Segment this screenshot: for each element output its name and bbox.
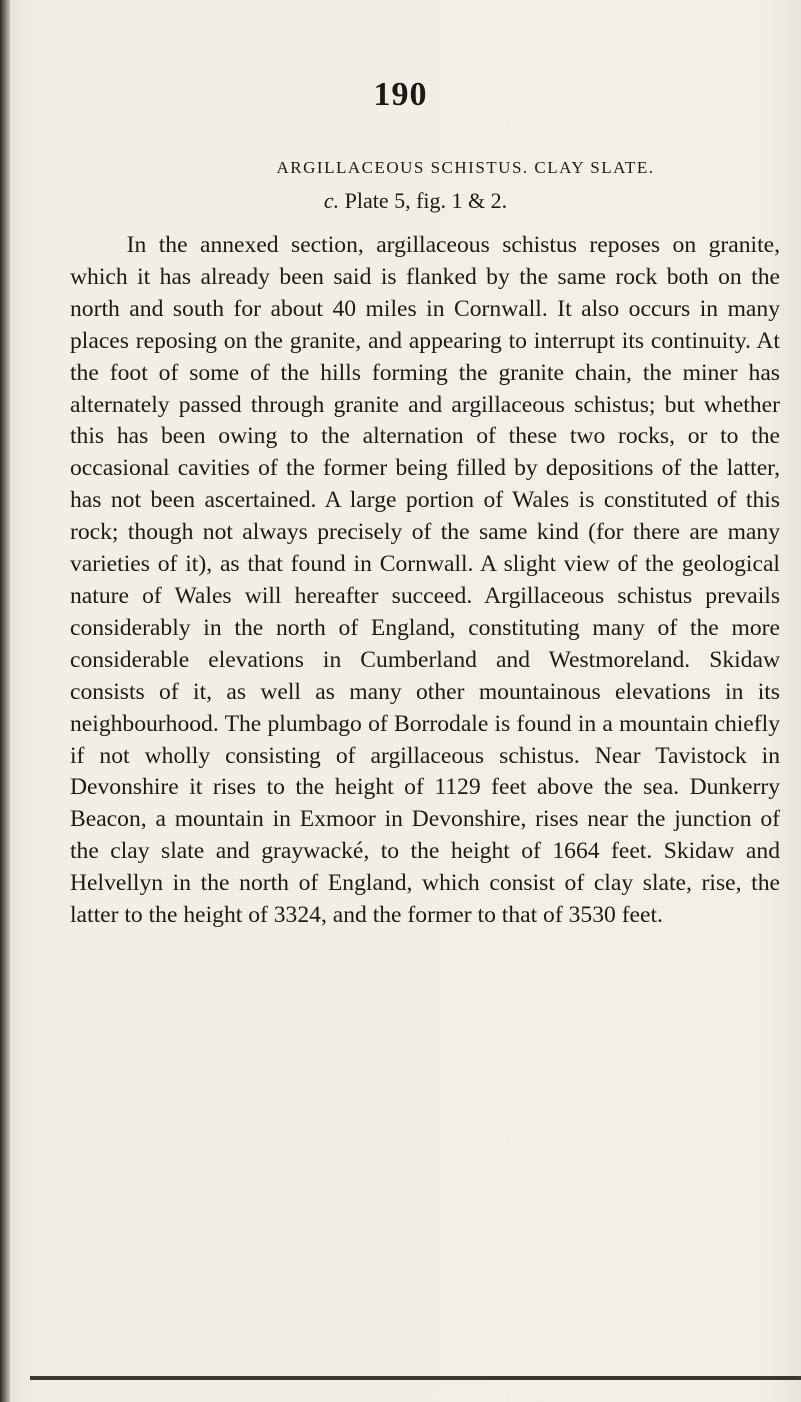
plate-reference-line: [0, 188, 801, 214]
body-paragraph: In the annexed section, argillaceous schistus reposes on granite, which it has already been said is flanked by the same rock both on the north and south for about 40 miles in Cornwall. It also occurs in many places reposing on the granite, and appearing to interrupt its continuity. At the foot of some of the hills forming the granite chain, the miner has alternately passed through granite and argillaceous schistus; but whether this has been owing to the alternation of these two rocks, or to the occasional cavities of the former being filled by depositions of the latter, has not been ascertained. A large portion of Wales is constituted of this rock; though not always precisely of the same kind (for there are many varieties of it), as that found in Cornwall. A slight view of the geological nature of Wales will hereafter succeed. Argillaceous schistus prevails considerably in the north of England, constituting many of the more considerable elevations in Cumberland and Westmoreland. Skidaw consists of it, as well as many other mountainous elevations in its neighbourhood. The plumbago of Borrodale is found in a mountain chiefly if not wholly consisting of argillaceous schistus. Near Tavistock in Devonshire it rises to the height of 1129 feet above the sea. Dunkerry Beacon, a mountain in Exmoor in Devonshire, rises near the junction of the clay slate and graywacké, to the height of 1664 feet. Skidaw and Helvellyn in the north of England, which consist of clay slate, rise, the latter to the height of 3324, and the former to that of 3530 feet.: [70, 232, 780, 929]
section-heading: ARGILLACEOUS SCHISTUS. CLAY SLATE.: [276, 158, 655, 177]
plate-letter: c.: [323, 188, 340, 213]
bottom-edge-rule: [30, 1376, 801, 1380]
page-number: 190: [373, 76, 428, 113]
plate-reference: Plate 5, fig. 1 & 2.: [344, 188, 508, 213]
